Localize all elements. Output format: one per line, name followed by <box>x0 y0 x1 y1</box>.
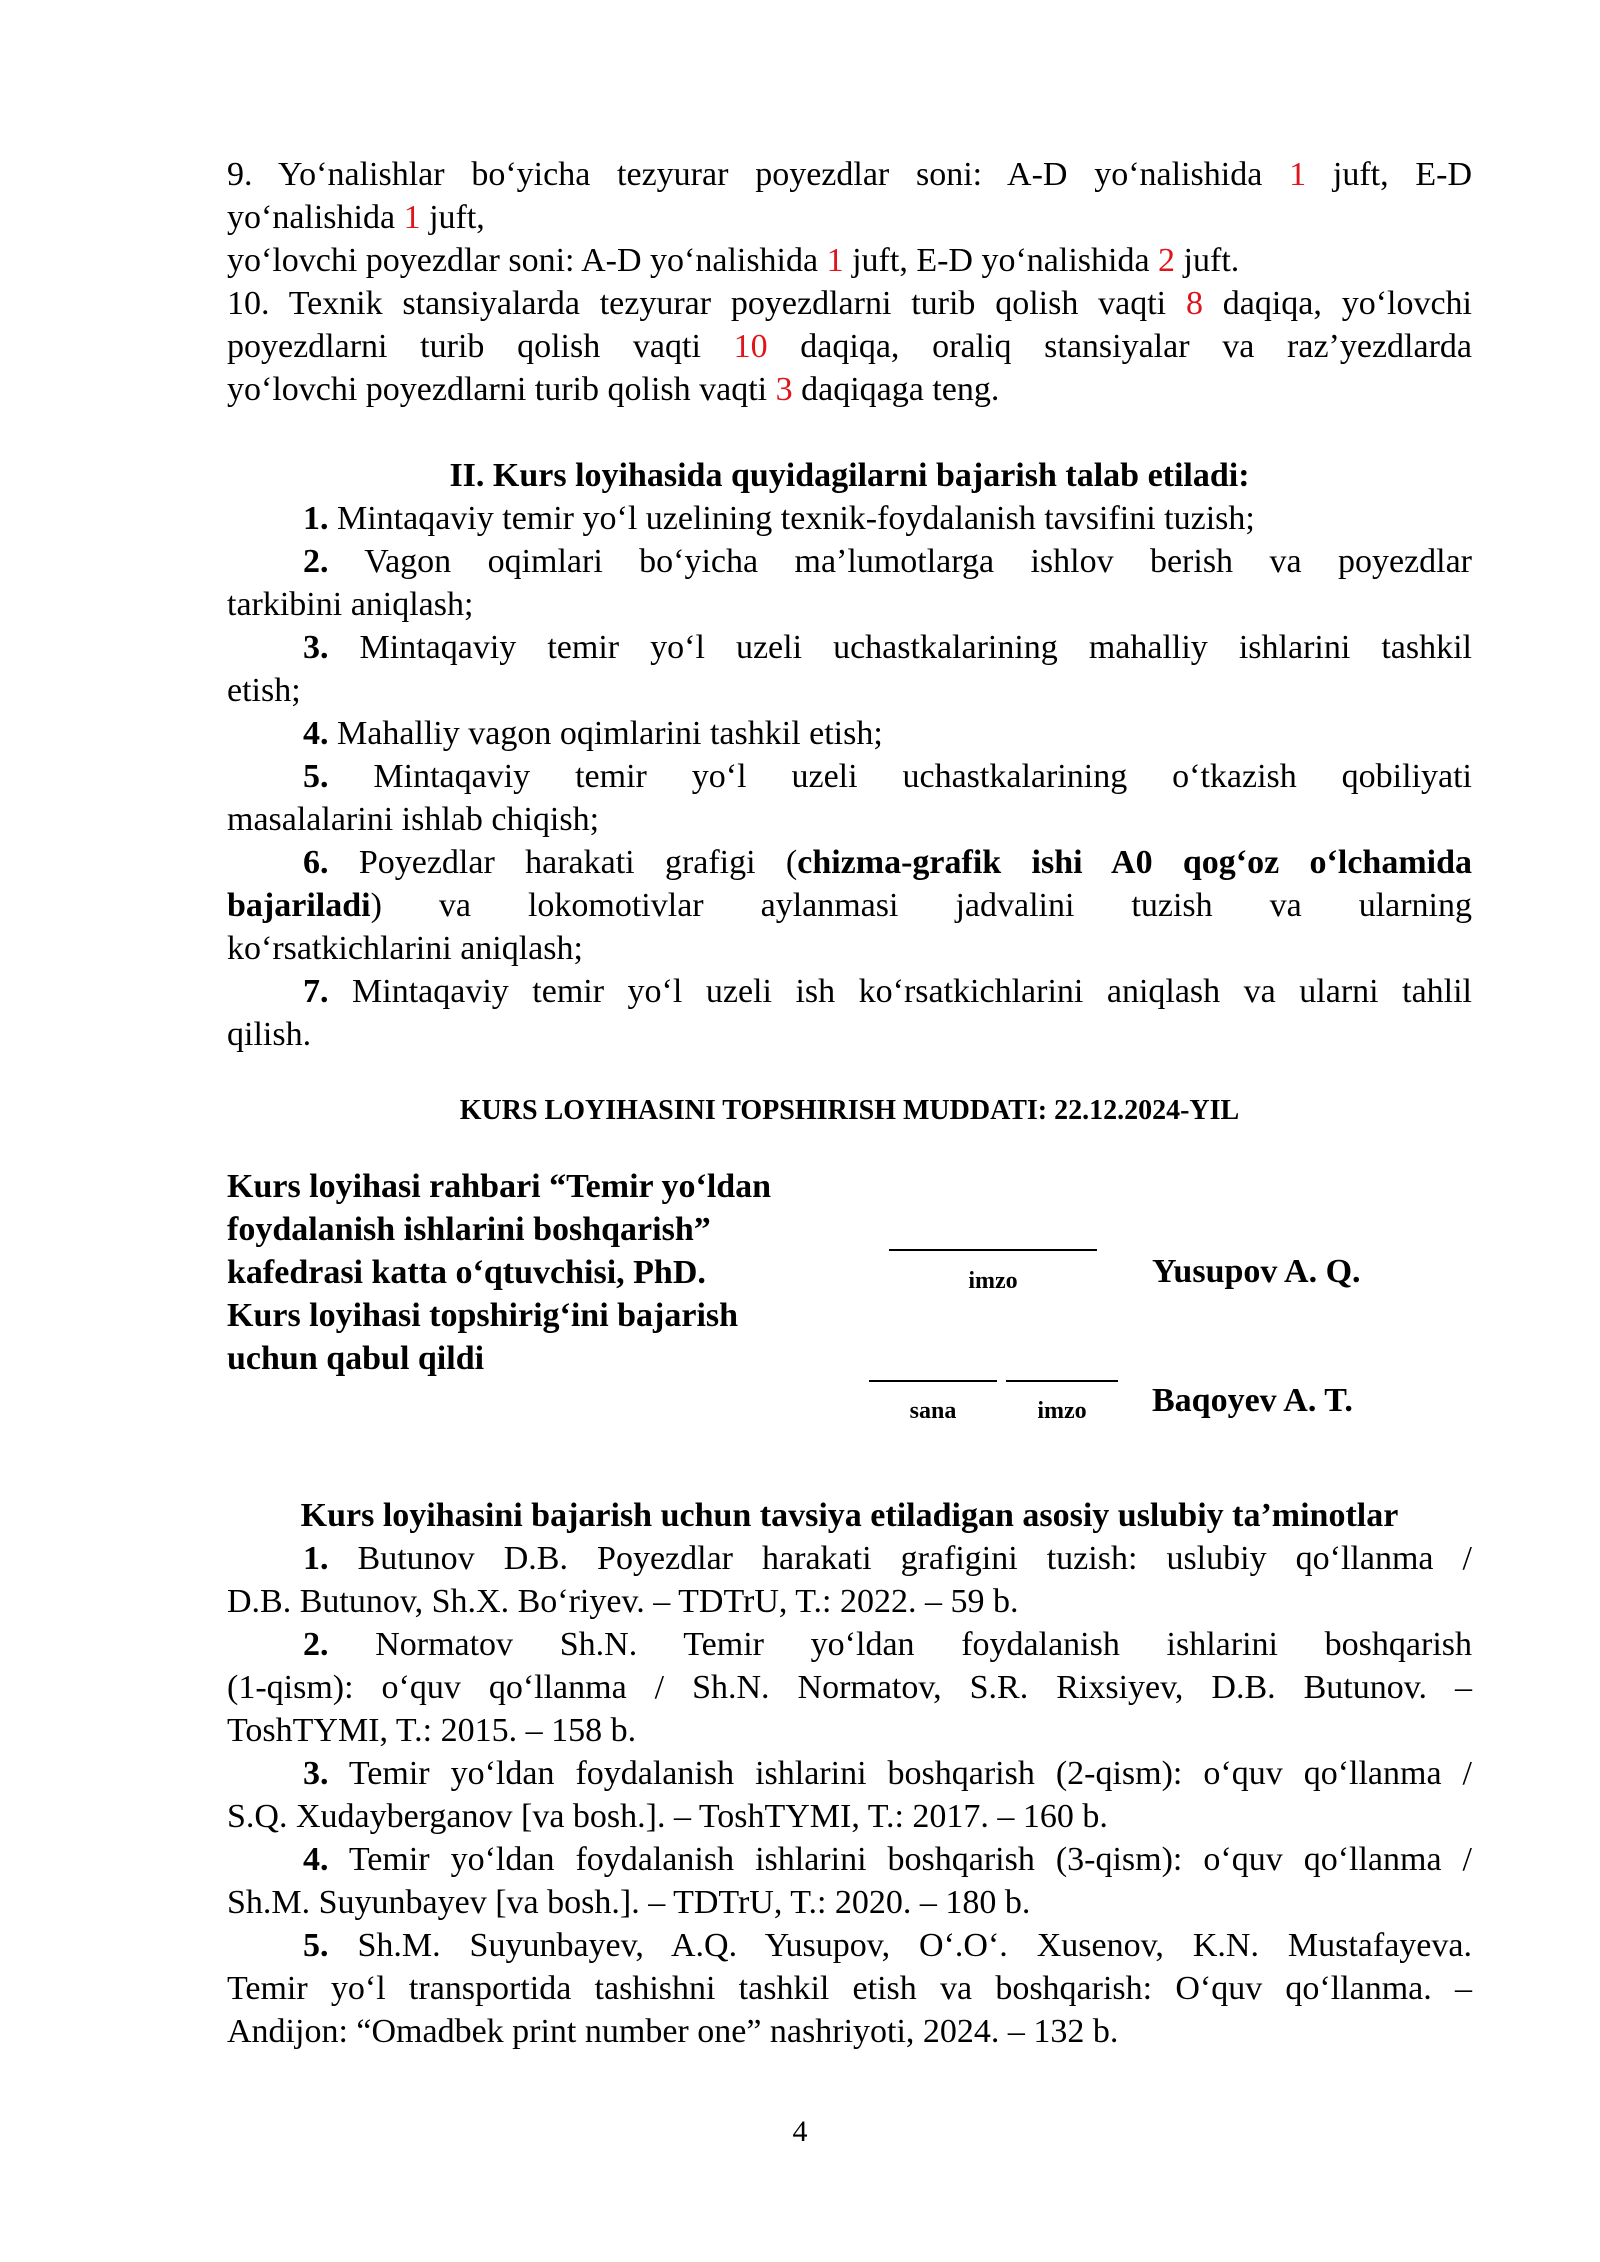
signature-left-text <box>227 1165 867 1380</box>
reference-item-5-cont: Temir yo‘l transportida tashishni tashkil etish va boshqarish: O‘quv qo‘llanma. – <box>227 1970 1472 2007</box>
task-item-7-cont: qilish. <box>227 1016 312 1053</box>
task-item-5: 5. Mintaqaviy temir yo‘l uzeli uchastkalarining o‘tkazish qobiliyati <box>303 758 1472 795</box>
signature-text-line: kafedrasi katta o‘qtuvchisi, PhD. <box>227 1254 706 1291</box>
page-number: 4 <box>792 2115 808 2148</box>
condition-item-10-line3: yo‘lovchi poyezdlarni turib qolish vaqti 3 daqiqaga teng. <box>227 371 1000 408</box>
reference-item-3: 3. Temir yo‘ldan foydalanish ishlarini boshqarish (2-qism): o‘quv qo‘llanma / <box>303 1755 1472 1792</box>
task-item-2: 2. Vagon oqimlari bo‘yicha ma’lumotlarga ishlov berish va poyezdlar <box>303 543 1472 580</box>
supervisor-name: Yusupov A. Q. <box>1152 1253 1361 1290</box>
supervisor-signature-line <box>889 1249 1097 1251</box>
reference-item-1-cont: D.B. Butunov, Sh.X. Bo‘riyev. – TDTrU, T.: 2022. – 59 b. <box>227 1583 1019 1620</box>
reference-item-4-cont: Sh.M. Suyunbayev [va bosh.]. – TDTrU, T.: 2020. – 180 b. <box>227 1884 1031 1921</box>
section-2-heading: II. Kurs loyihasida quyidagilarni bajarish talab etiladi: <box>449 457 1250 494</box>
condition-item-9-line1: 9. Yo‘nalishlar bo‘yicha tezyurar poyezdlar soni: A-D yo‘nalishida 1 juft, E-D <box>227 156 1472 193</box>
reference-item-2-cont: ToshTYMI, T.: 2015. – 158 b. <box>227 1712 637 1749</box>
task-item-7: 7. Mintaqaviy temir yo‘l uzeli ish ko‘rsatkichlarini aniqlash va ularni tahlil <box>303 973 1472 1010</box>
condition-item-9-line3: yo‘lovchi poyezdlar soni: A-D yo‘nalishida 1 juft, E-D yo‘nalishida 2 juft. <box>227 242 1240 279</box>
references-heading: Kurs loyihasini bajarish uchun tavsiya etiladigan asosiy uslubiy ta’minotlar <box>300 1497 1399 1534</box>
student-name: Baqoyev A. T. <box>1152 1382 1353 1419</box>
task-item-5-cont: masalalarini ishlab chiqish; <box>227 801 600 838</box>
task-item-1: 1. Mintaqaviy temir yo‘l uzelining texnik-foydalanish tavsifini tuzish; <box>303 500 1255 537</box>
submission-deadline: KURS LOYIHASINI TOPSHIRISH MUDDATI: 22.12.2024-YIL <box>459 1095 1240 1126</box>
condition-item-10-line2: poyezdlarni turib qolish vaqti 10 daqiqa, oraliq stansiyalar va raz’yezdlarda <box>227 328 1472 365</box>
task-item-6-line3: ko‘rsatkichlarini aniqlash; <box>227 930 583 967</box>
reference-item-4: 4. Temir yo‘ldan foydalanish ishlarini boshqarish (3-qism): o‘quv qo‘llanma / <box>303 1841 1472 1878</box>
reference-item-5-cont: Andijon: “Omadbek print number one” nashriyoti, 2024. – 132 b. <box>227 2013 1119 2050</box>
sana-label: sana <box>909 1398 957 1424</box>
signature-text-line: foydalanish ishlarini boshqarish” <box>227 1211 711 1248</box>
imzo-label: imzo <box>1037 1398 1087 1424</box>
task-item-6-line2: bajariladi) va lokomotivlar aylanmasi jadvalini tuzish va ularning <box>227 887 1472 924</box>
signature-text-line: Kurs loyihasi rahbari “Temir yo‘ldan <box>227 1168 772 1205</box>
reference-item-1: 1. Butunov D.B. Poyezdlar harakati grafigini tuzish: uslubiy qo‘llanma / <box>303 1540 1472 1577</box>
task-item-2-cont: tarkibini aniqlash; <box>227 586 474 623</box>
task-item-6: 6. Poyezdlar harakati grafigi (chizma-grafik ishi A0 qog‘oz o‘lchamida <box>303 844 1472 881</box>
imzo-label: imzo <box>968 1268 1018 1294</box>
reference-item-2: 2. Normatov Sh.N. Temir yo‘ldan foydalanish ishlarini boshqarish <box>303 1626 1472 1663</box>
task-item-3: 3. Mintaqaviy temir yo‘l uzeli uchastkalarining mahalliy ishlarini tashkil <box>303 629 1472 666</box>
student-signature-line <box>1006 1380 1118 1382</box>
task-item-4: 4. Mahalliy vagon oqimlarini tashkil etish; <box>303 715 883 752</box>
signature-text-line: Kurs loyihasi topshirig‘ini bajarish <box>227 1297 739 1334</box>
date-line <box>869 1380 997 1382</box>
reference-item-3-cont: S.Q. Xudayberganov [va bosh.]. – ToshTYMI, T.: 2017. – 160 b. <box>227 1798 1108 1835</box>
reference-item-2-cont: (1-qism): o‘quv qo‘llanma / Sh.N. Normatov, S.R. Rixsiyev, D.B. Butunov. – <box>227 1669 1472 1706</box>
condition-item-9-line2: yo‘nalishida 1 juft, <box>227 199 485 236</box>
reference-item-5: 5. Sh.M. Suyunbayev, A.Q. Yusupov, O‘.O‘. Xusenov, K.N. Mustafayeva. <box>303 1927 1472 1964</box>
signature-text-line: uchun qabul qildi <box>227 1340 485 1377</box>
condition-item-10-line1: 10. Texnik stansiyalarda tezyurar poyezdlarni turib qolish vaqti 8 daqiqa, yo‘lovchi <box>227 285 1473 322</box>
task-item-3-cont: etish; <box>227 672 301 709</box>
